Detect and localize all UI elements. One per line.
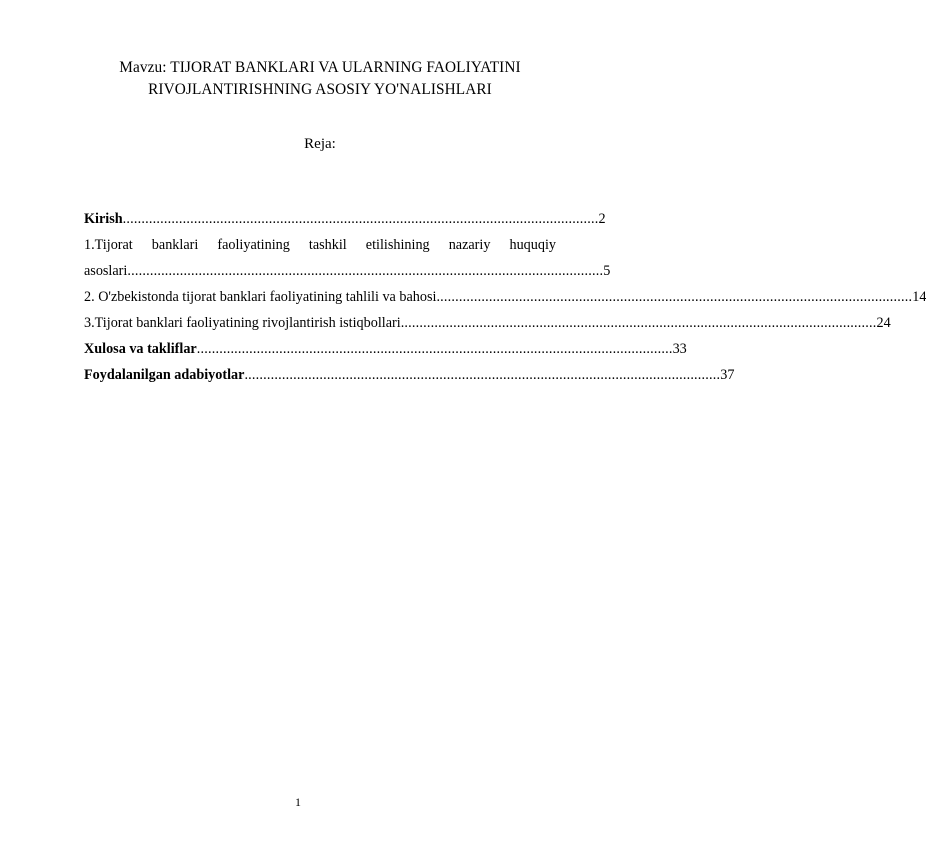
toc-entry-conclusion[interactable] — [84, 339, 687, 359]
toc-entry-chapter-3[interactable] — [84, 313, 891, 333]
toc-page-number: 2 — [598, 211, 606, 227]
toc-entry-references[interactable] — [84, 365, 735, 385]
toc-entry-line-2 — [84, 261, 611, 281]
toc-entry-label: 3.Tijorat banklari faoliyatining rivojlantirish istiqbollari — [84, 315, 401, 331]
toc-entry-chapter-1[interactable] — [84, 235, 611, 281]
toc-leader-dots: ............................................................................................................................... — [436, 289, 913, 305]
toc-leader-dots: ............................................................................................................................... — [196, 341, 673, 357]
title-line-2: RIVOJLANTIRISHNING ASOSIY YO'NALISHLARI — [148, 81, 492, 98]
toc-leader-dots: ............................................................................................................................... — [122, 211, 599, 227]
toc-entry-introduction[interactable] — [84, 209, 606, 229]
toc-leader-dots: ............................................................................................................................... — [127, 263, 604, 279]
toc-entry-label: 2. O'zbekistonda tijorat banklari faoliyatining tahlili va bahosi — [84, 289, 437, 305]
toc-page-number: 24 — [876, 315, 891, 331]
toc-entry-label: Foydalanilgan adabiyotlar — [84, 367, 245, 383]
title-line-1: Mavzu: TIJORAT BANKLARI VA ULARNING FAOLIYATINI — [119, 59, 521, 76]
toc-page-number: 37 — [720, 367, 735, 383]
toc-entry-chapter-2[interactable] — [84, 287, 926, 307]
page-number: 1 — [295, 795, 301, 809]
toc-leader-dots: ............................................................................................................................... — [244, 367, 721, 383]
table-of-contents — [84, 209, 926, 391]
plan-heading: Reja: — [304, 136, 336, 152]
toc-page-number: 14 — [912, 289, 926, 305]
document-title — [84, 57, 556, 101]
toc-entry-label: Xulosa va takliflar — [84, 341, 197, 357]
toc-entry-label-line-1: 1.Tijorat banklari faoliyatining tashkil etilishining nazariy huquqiy — [84, 237, 556, 253]
toc-page-number: 33 — [672, 341, 687, 357]
toc-entry-label: Kirish — [84, 211, 123, 227]
toc-leader-dots: ............................................................................................................................... — [400, 315, 877, 331]
toc-entry-label-line-2: asoslari — [84, 263, 128, 279]
toc-page-number: 5 — [603, 263, 611, 279]
